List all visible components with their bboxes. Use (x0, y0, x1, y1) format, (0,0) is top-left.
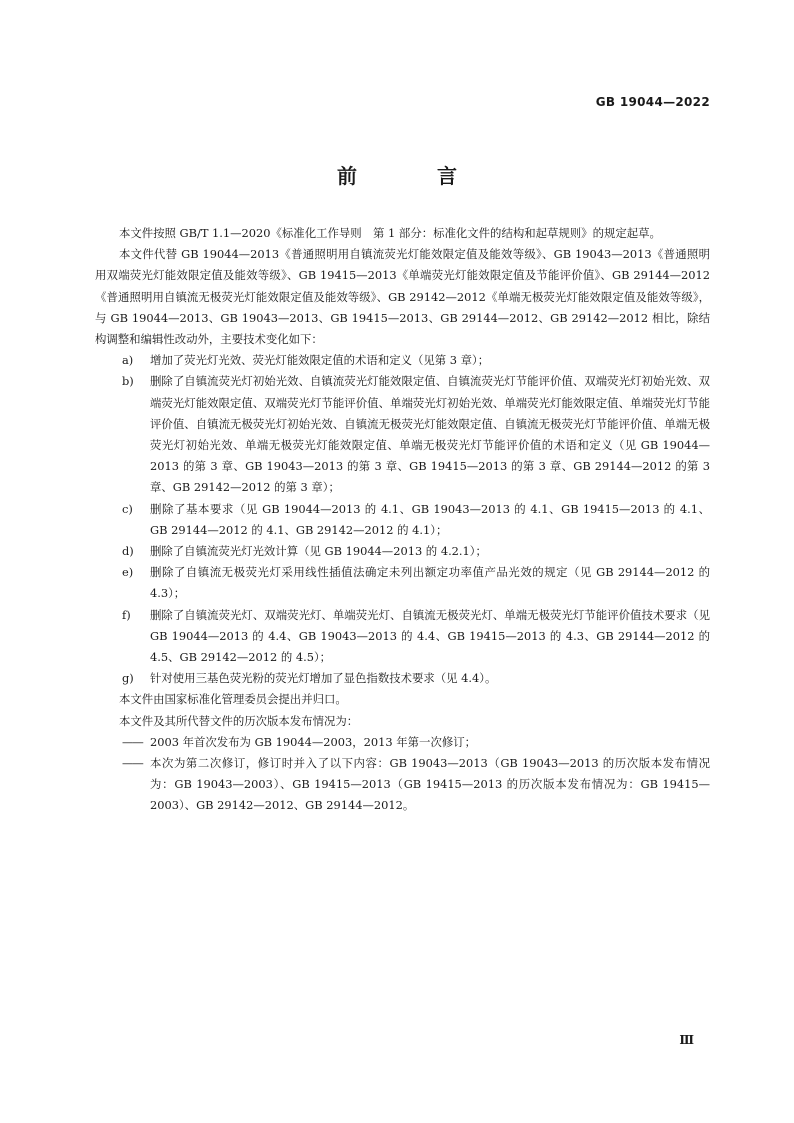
standard-number: GB 19044—2022 (595, 95, 710, 109)
change-item-f (95, 605, 710, 669)
item-marker: d) (122, 544, 134, 559)
history-item-2 (95, 753, 710, 817)
change-item-b (95, 371, 710, 498)
paragraph-replacement: 本文件代替 GB 19044—2013《普通照明用自镇流荧光灯能效限定值及能效等级》、GB 19043—2013《普通照明用双端荧光灯能效限定值及能效等级》、GB 19415—2013《单端荧光灯能效限定值及节能评价值》、GB 29144—2012《普通照明用自镇流无极荧光灯能效限定值及能效等级》、GB 29142—2012《单端无极荧光灯能效限定值及能效等级》，与 GB 19044—2013、GB 19043—2013、GB 19415—2013、GB 29144—2012、GB 29142—2012 相比，除结构调整和编辑性改动外，主要技术变化如下： (95, 247, 710, 347)
history-text: 本次为第二次修订，修订时并入了以下内容：GB 19043—2013（GB 19043—2013 的历次版本发布情况为：GB 19043—2003）、GB 19415—2013（GB 19415—2013 的历次版本发布情况为：GB 19415—2003）、GB 29142—2012、GB 29144—2012。 (150, 756, 710, 813)
dash-marker: —— (122, 756, 143, 771)
item-marker: f) (122, 607, 131, 622)
change-item-c (95, 499, 710, 541)
item-marker: c) (122, 501, 133, 516)
paragraph-history-intro: 本文件及其所代替文件的历次版本发布情况为： (118, 713, 359, 728)
paragraph-responsible-body: 本文件由国家标准化管理委员会提出并归口。 (118, 692, 347, 707)
item-text: 删除了自镇流荧光灯、双端荧光灯、单端荧光灯、自镇流无极荧光灯、单端无极荧光灯节能评价值技术要求（见 GB 19044—2013 的 4.4、GB 19043—2013 的 4.4、GB 19415—2013 的 4.3、GB 29144—2012 的 4.5、GB 29142—2012 的 4.5）； (150, 607, 710, 665)
item-text: 删除了自镇流无极荧光灯采用线性插值法确定未列出额定功率值产品光效的规定（见 GB 29144—2012 的 4.3）； (150, 565, 710, 601)
history-text: 2003 年首次发布为 GB 19044—2003，2013 年第一次修订； (150, 734, 477, 749)
dash-marker: —— (122, 734, 143, 749)
item-text: 删除了自镇流荧光灯初始光效、自镇流荧光灯能效限定值、自镇流荧光灯节能评价值、双端荧光灯初始光效、双端荧光灯能效限定值、双端荧光灯节能评价值、单端荧光灯初始光效、单端荧光灯能效限定值、单端荧光灯节能评价值、自镇流无极荧光灯初始光效、自镇流无极荧光灯能效限定值、自镇流无极荧光灯节能评价值、单端无极荧光灯初始光效、单端无极荧光灯能效限定值、单端无极荧光灯节能评价值的术语和定义（见 GB 19044—2013 的第 3 章、GB 19043—2013 的第 3 章、GB 19415—2013 的第 3 章、GB 29144—2012 的第 3 章、GB 29142—2012 的第 3 章）； (150, 374, 710, 495)
item-marker: g) (122, 671, 134, 686)
paragraph-drafting-rules: 本文件按照 GB/T 1.1—2020《标准化工作导则 第 1 部分：标准化文件的结构和起草规则》的规定起草。 (118, 226, 661, 240)
item-marker: a) (122, 353, 134, 368)
item-text: 删除了基本要求（见 GB 19044—2013 的 4.1、GB 19043—2013 的 4.1、GB 19415—2013 的 4.1、GB 29144—2012 的 4.1、GB 29142—2012 的 4.1）； (150, 501, 710, 537)
foreword-body (95, 223, 710, 817)
page-title: 前 言 (337, 164, 487, 188)
history-item-1 (95, 732, 710, 753)
item-text: 增加了荧光灯光效、荧光灯能效限定值的术语和定义（见第 3 章）； (150, 353, 490, 368)
change-item-g (95, 668, 710, 689)
item-marker: b) (122, 374, 134, 389)
item-text: 删除了自镇流荧光灯光效计算（见 GB 19044—2013 的 4.2.1）； (150, 544, 487, 559)
change-item-e (95, 562, 710, 604)
change-item-a (95, 350, 710, 371)
item-text: 针对使用三基色荧光粉的荧光灯增加了显色指数技术要求（见 4.4）。 (150, 671, 497, 686)
item-marker: e) (122, 565, 134, 580)
page-number: Ⅲ (679, 1033, 694, 1047)
change-item-d (95, 541, 710, 562)
